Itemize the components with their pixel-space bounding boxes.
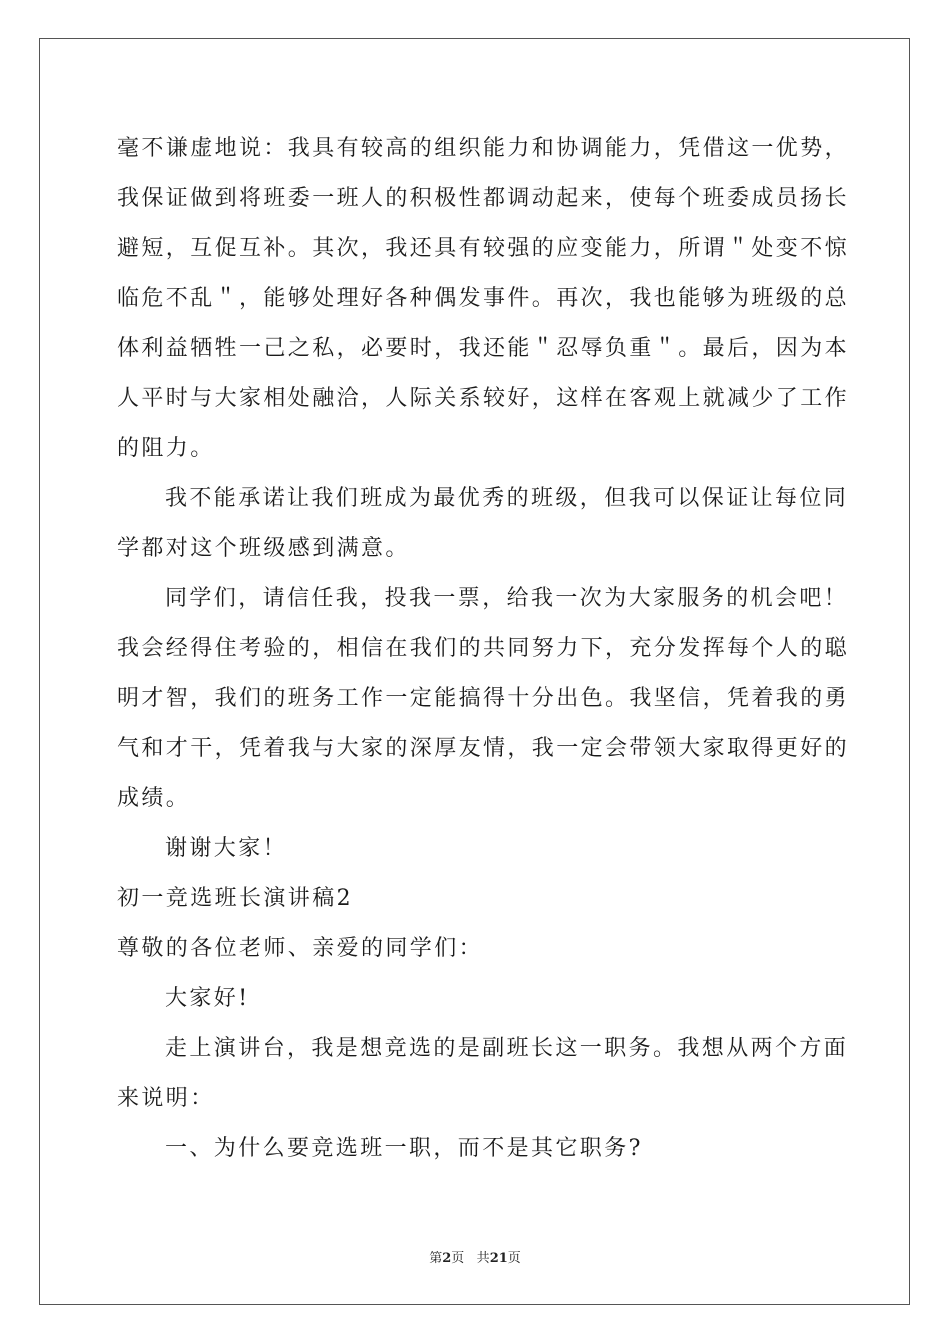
- footer-page-number: 2: [442, 1251, 452, 1266]
- body-line: 来说明：: [117, 1086, 215, 1111]
- body-line: 我保证做到将班委一班人的积极性都调动起来，使每个班委成员扬长: [117, 186, 850, 211]
- footer-total-number: 21: [489, 1251, 508, 1266]
- paragraph-start-line: 同学们，请信任我，投我一票，给我一次为大家服务的机会吧！: [165, 586, 849, 611]
- body-line: 毫不谦虚地说：我具有较高的组织能力和协调能力，凭借这一优势，: [117, 136, 850, 161]
- body-line: 的阻力。: [117, 436, 215, 461]
- list-item-line: 一、为什么要竞选班一职，而不是其它职务?: [165, 1136, 643, 1161]
- body-line: 学都对这个班级感到满意。: [117, 536, 410, 561]
- footer-total-prefix: 共: [476, 1251, 490, 1266]
- body-line: 临危不乱＂，能够处理好各种偶发事件。再次，我也能够为班级的总: [117, 286, 850, 311]
- section-title: 初一竞选班长演讲稿2: [117, 886, 353, 911]
- body-line: 明才智，我们的班务工作一定能搞得十分出色。我坚信，凭着我的勇: [117, 686, 850, 711]
- body-line: 气和才干，凭着我与大家的深厚友情，我一定会带领大家取得更好的: [117, 736, 850, 761]
- body-line: 避短，互促互补。其次，我还具有较强的应变能力，所谓＂处变不惊: [117, 236, 850, 261]
- footer-total-suffix: 页: [507, 1251, 521, 1266]
- body-line: 成绩。: [117, 786, 191, 811]
- paragraph-start-line: 走上演讲台，我是想竞选的是副班长这一职务。我想从两个方面: [165, 1036, 849, 1061]
- paragraph-start-line: 我不能承诺让我们班成为最优秀的班级，但我可以保证让每位同: [165, 486, 849, 511]
- closing-line: 谢谢大家！: [165, 836, 288, 861]
- body-line: 我会经得住考验的，相信在我们的共同努力下，充分发挥每个人的聪: [117, 636, 850, 661]
- body-line: 体利益牺牲一己之私，必要时，我还能＂忍辱负重＂。最后，因为本: [117, 336, 850, 361]
- page-footer: [0, 1247, 950, 1266]
- salutation-line: 尊敬的各位老师、亲爱的同学们：: [117, 936, 484, 961]
- footer-page-prefix: 第: [429, 1251, 443, 1266]
- greeting-line: 大家好!: [165, 986, 250, 1011]
- body-line: 人平时与大家相处融洽，人际关系较好，这样在客观上就减少了工作: [117, 386, 850, 411]
- footer-page-suffix: 页: [451, 1251, 465, 1266]
